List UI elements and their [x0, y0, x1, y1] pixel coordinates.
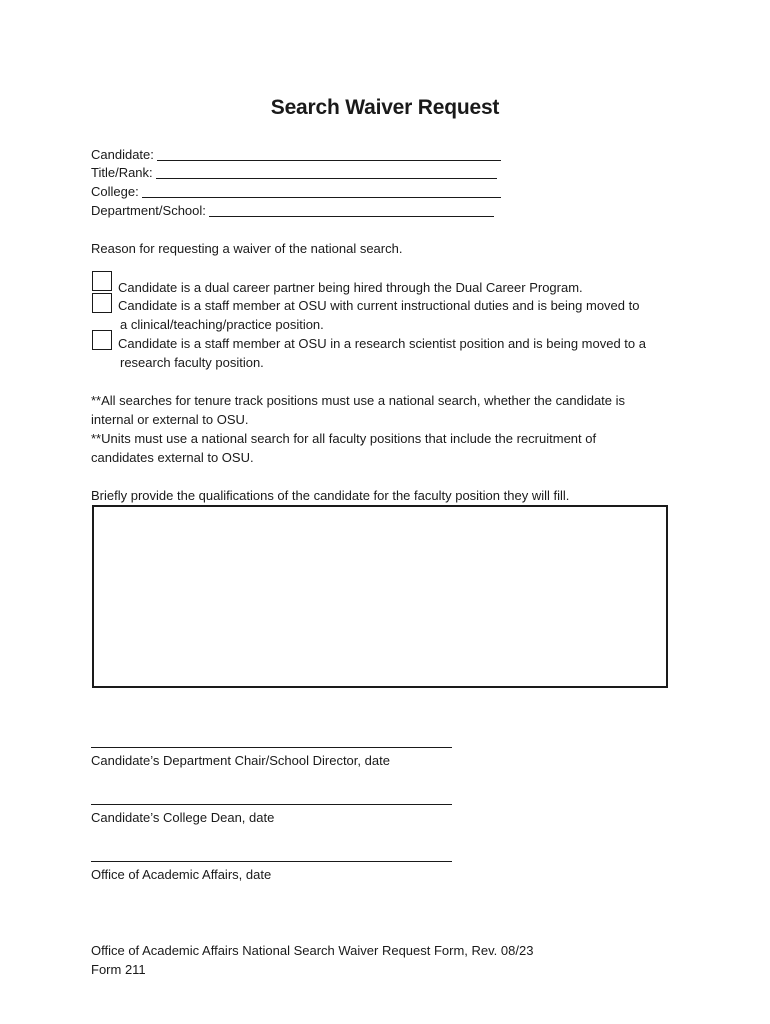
- signature-label-dean: Candidate’s College Dean, date: [91, 810, 275, 825]
- department-school-field[interactable]: [91, 201, 494, 220]
- signature-label-academic-affairs: Office of Academic Affairs, date: [91, 867, 272, 882]
- qualifications-textarea[interactable]: [92, 505, 668, 688]
- college-field[interactable]: [91, 182, 501, 201]
- note-line: internal or external to OSU.: [91, 412, 249, 427]
- candidate-label: Candidate:: [91, 147, 154, 162]
- note-line: **Units must use a national search for all faculty positions that include the recruitment of: [91, 431, 597, 446]
- department-school-input-line[interactable]: [209, 202, 494, 217]
- option-2-label: Candidate is a staff member at OSU with current instructional duties and is being moved to: [118, 298, 640, 313]
- footer-form-number: Form 211: [91, 962, 146, 977]
- note-line: candidates external to OSU.: [91, 450, 254, 465]
- page-title: Search Waiver Request: [270, 96, 500, 119]
- option-3-label: Candidate is a staff member at OSU in a research scientist position and is being moved to a: [118, 336, 646, 351]
- signature-line-dean[interactable]: [91, 804, 452, 805]
- footer-form-title: Office of Academic Affairs National Search Waiver Request Form, Rev. 08/23: [91, 943, 534, 958]
- title-rank-field[interactable]: [91, 163, 497, 182]
- candidate-field[interactable]: [91, 145, 501, 164]
- title-rank-label: Title/Rank:: [91, 165, 153, 180]
- qualifications-prompt: Briefly provide the qualifications of the candidate for the faculty position they will fill.: [91, 488, 570, 503]
- signature-line-chair[interactable]: [91, 747, 452, 748]
- option-2-checkbox[interactable]: [92, 293, 112, 313]
- candidate-input-line[interactable]: [157, 146, 501, 161]
- option-2-label-cont: a clinical/teaching/practice position.: [120, 317, 324, 332]
- option-3-checkbox[interactable]: [92, 330, 112, 350]
- reason-prompt: Reason for requesting a waiver of the national search.: [91, 241, 403, 256]
- note-line: **All searches for tenure track positions must use a national search, whether the candidate is: [91, 393, 626, 408]
- department-school-label: Department/School:: [91, 203, 206, 218]
- option-1-checkbox[interactable]: [92, 271, 112, 291]
- option-1-label: Candidate is a dual career partner being hired through the Dual Career Program.: [118, 280, 583, 295]
- signature-line-academic-affairs[interactable]: [91, 861, 452, 862]
- college-label: College:: [91, 184, 139, 199]
- signature-label-chair: Candidate’s Department Chair/School Director, date: [91, 753, 390, 768]
- option-3-label-cont: research faculty position.: [120, 355, 264, 370]
- college-input-line[interactable]: [142, 183, 501, 198]
- title-rank-input-line[interactable]: [156, 164, 497, 179]
